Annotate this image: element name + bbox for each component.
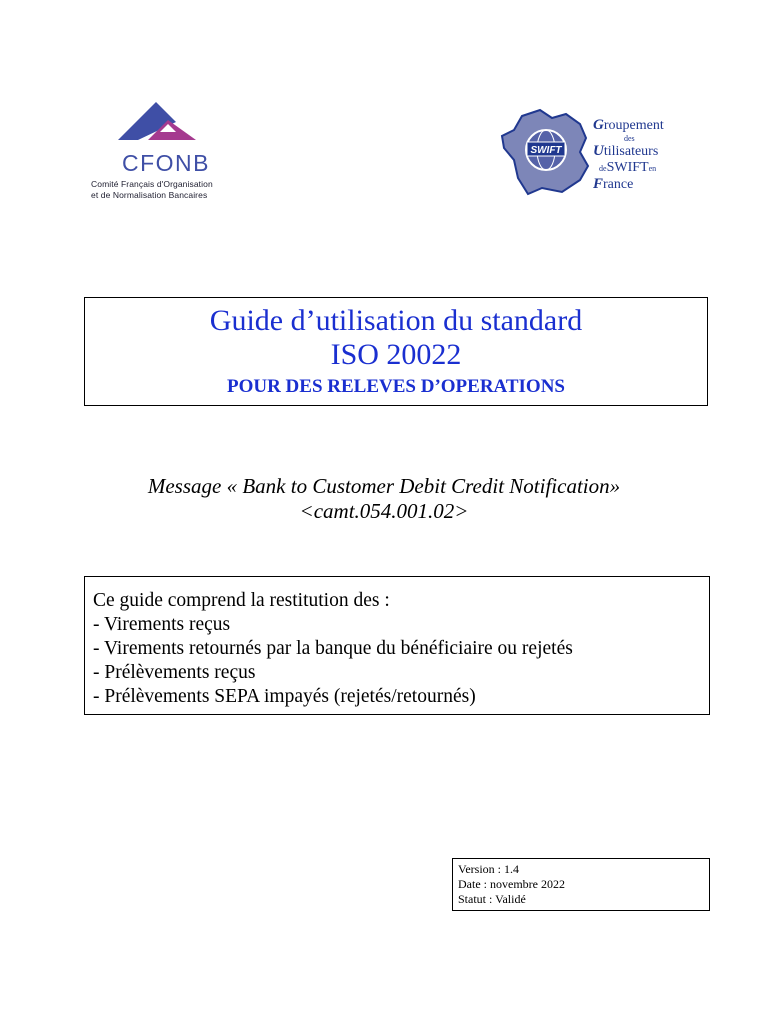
- status-label: Statut : Validé: [458, 892, 526, 906]
- list-item: - Prélèvements SEPA impayés (rejetés/retournés): [93, 686, 476, 707]
- date-label: Date : novembre 2022: [458, 877, 565, 891]
- cfonb-logo: [90, 102, 260, 202]
- content-summary-box: [84, 576, 710, 715]
- gusf-line4-prefix: de: [599, 164, 607, 173]
- standard-name: ISO 20022: [330, 338, 462, 371]
- message-block: [0, 474, 768, 524]
- document-title: Guide d’utilisation du standard: [209, 304, 583, 337]
- cfonb-subtitle-line1: Comité Français d'Organisation: [91, 179, 213, 189]
- version-label: Version : 1.4: [458, 862, 519, 876]
- swift-badge-text: SWIFT: [530, 145, 562, 156]
- cfonb-subtitle: [91, 179, 213, 200]
- gusf-line2: des: [624, 134, 635, 143]
- list-item: - Virements retournés par la banque du bénéficiaire ou rejetés: [93, 638, 573, 659]
- message-name: Message « Bank to Customer Debit Credit Notification»: [147, 474, 621, 498]
- gusf-wordmark: [593, 117, 664, 192]
- gusf-initial-g: G: [593, 117, 604, 133]
- gusf-line1: roupement: [603, 118, 664, 133]
- message-code: <camt.054.001.02>: [299, 499, 469, 523]
- version-box: [452, 858, 710, 911]
- title-box: [84, 297, 708, 406]
- document-subtitle: POUR DES RELEVES D’OPERATIONS: [226, 376, 565, 397]
- list-item: - Prélèvements reçus: [93, 662, 256, 683]
- gusf-initial-u: U: [593, 143, 604, 159]
- gusf-line5: rance: [603, 177, 634, 192]
- cfonb-triangle-icon: [118, 102, 198, 147]
- list-item: - Virements reçus: [93, 614, 231, 635]
- cfonb-name: CFONB: [122, 150, 210, 176]
- gusf-line4-main: SWIFT: [606, 160, 649, 175]
- gusf-line3: tilisateurs: [603, 144, 659, 159]
- cfonb-subtitle-line2: et de Normalisation Bancaires: [91, 189, 208, 200]
- gusf-initial-f: F: [593, 176, 604, 192]
- gusf-logo: [500, 108, 700, 198]
- content-intro: Ce guide comprend la restitution des :: [93, 590, 390, 611]
- france-map-icon: [500, 108, 595, 196]
- gusf-line4-suffix: en: [648, 164, 657, 173]
